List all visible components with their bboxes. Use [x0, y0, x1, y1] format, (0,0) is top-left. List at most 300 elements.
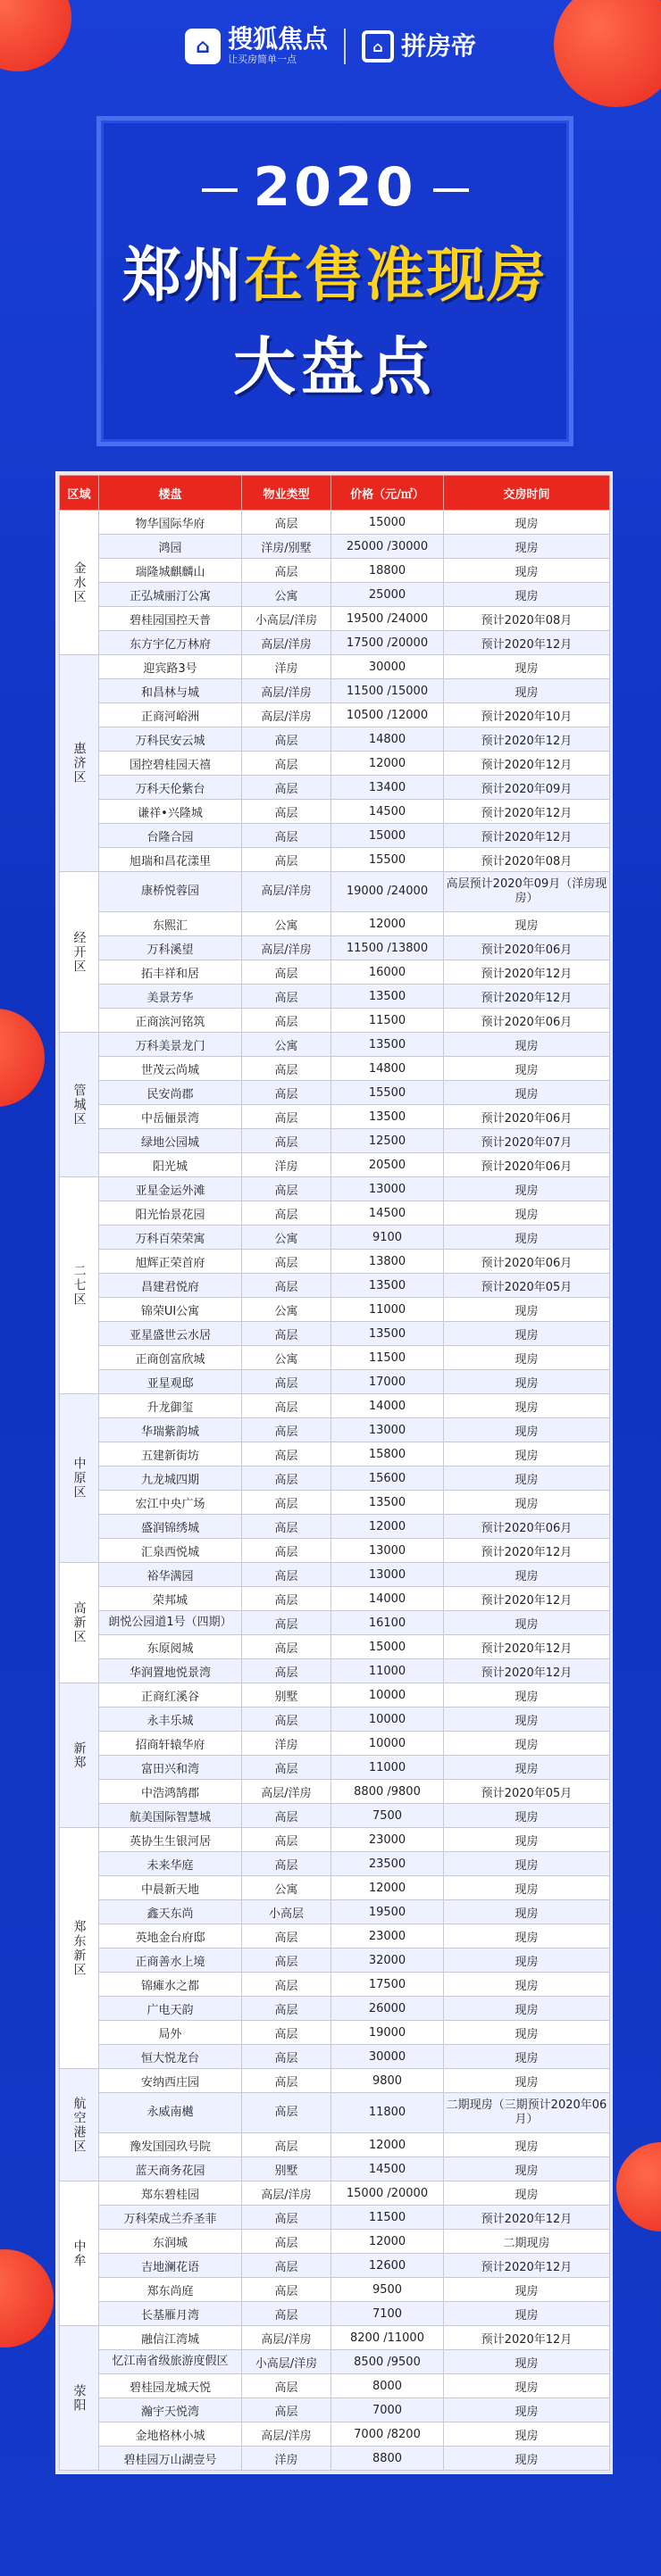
property-type-cell: 高层 [242, 800, 331, 824]
price-cell: 17500 /20000 [331, 631, 444, 655]
price-cell: 13000 [331, 1539, 444, 1563]
district-cell: 惠济区 [60, 655, 99, 872]
property-name-cell: 中浩鸿鹄郡 [99, 1780, 242, 1804]
property-name-cell: 康桥悦蓉园 [99, 872, 242, 912]
property-type-cell: 高层/洋房 [242, 936, 331, 960]
property-name-cell: 朗悦公园道1号（四期） [99, 1611, 242, 1635]
property-type-cell: 高层 [242, 824, 331, 848]
property-type-cell: 公寓 [242, 1033, 331, 1057]
table-row [60, 1105, 610, 1129]
delivery-cell: 预计2020年12月 [444, 631, 610, 655]
district-cell: 中牟 [60, 2181, 99, 2326]
price-cell: 12000 [331, 752, 444, 776]
delivery-cell: 现房 [444, 2021, 610, 2045]
property-type-cell: 洋房 [242, 655, 331, 679]
delivery-cell: 预计2020年07月 [444, 1129, 610, 1153]
property-type-cell: 高层 [242, 1852, 331, 1876]
property-name-cell: 台隆合园 [99, 824, 242, 848]
delivery-cell: 现房 [444, 1442, 610, 1467]
delivery-cell: 现房 [444, 1322, 610, 1346]
property-type-cell: 高层 [242, 1587, 331, 1611]
property-name-cell: 安纳西庄园 [99, 2069, 242, 2093]
delivery-cell: 现房 [444, 535, 610, 559]
header-district: 区域 [60, 476, 99, 511]
property-name-cell: 招商轩辕华府 [99, 1732, 242, 1756]
table-row [60, 2350, 610, 2374]
district-cell: 经开区 [60, 872, 99, 1033]
property-type-cell: 高层 [242, 1105, 331, 1129]
property-type-cell: 高层 [242, 2069, 331, 2093]
table-row [60, 1177, 610, 1201]
table-row [60, 1924, 610, 1949]
property-name-cell: 万科溪望 [99, 936, 242, 960]
delivery-cell: 现房 [444, 912, 610, 936]
price-cell: 11800 [331, 2093, 444, 2133]
table-row [60, 936, 610, 960]
price-cell: 9500 [331, 2278, 444, 2302]
delivery-cell: 预计2020年12月 [444, 2206, 610, 2230]
property-type-cell: 高层 [242, 1081, 331, 1105]
table-row [60, 1732, 610, 1756]
delivery-cell: 预计2020年12月 [444, 2326, 610, 2350]
property-type-cell: 高层 [242, 2021, 331, 2045]
title-highlight: 在售准现房 [244, 241, 548, 310]
property-type-cell: 高层 [242, 985, 331, 1009]
price-cell: 12000 [331, 2133, 444, 2157]
property-name-cell: 荣邦城 [99, 1587, 242, 1611]
property-type-cell: 高层 [242, 1563, 331, 1587]
delivery-cell: 预计2020年12月 [444, 1659, 610, 1683]
table-row [60, 1515, 610, 1539]
property-name-cell: 长基雁月湾 [99, 2302, 242, 2326]
price-cell: 15800 [331, 1442, 444, 1467]
property-name-cell: 东润城 [99, 2230, 242, 2254]
table-row [60, 848, 610, 872]
property-name-cell: 昌建君悦府 [99, 1274, 242, 1298]
property-type-cell: 高层 [242, 1491, 331, 1515]
property-name-cell: 华润置地悦景湾 [99, 1659, 242, 1683]
price-cell: 23000 [331, 1828, 444, 1852]
property-name-cell: 物华国际华府 [99, 511, 242, 535]
table-row [60, 655, 610, 679]
delivery-cell: 现房 [444, 2447, 610, 2471]
property-name-cell: 华瑞紫韵城 [99, 1418, 242, 1442]
delivery-cell: 现房 [444, 2350, 610, 2374]
table-header-row [60, 476, 610, 511]
property-name-cell: 正商滨河铭筑 [99, 1009, 242, 1033]
title-frame [96, 116, 573, 446]
table-row [60, 752, 610, 776]
price-cell: 30000 [331, 2045, 444, 2069]
price-cell: 19000 [331, 2021, 444, 2045]
delivery-cell: 现房 [444, 1491, 610, 1515]
delivery-cell: 预计2020年12月 [444, 752, 610, 776]
price-cell: 25000 [331, 583, 444, 607]
property-name-cell: 万科百荣荣寓 [99, 1226, 242, 1250]
table-row [60, 1900, 610, 1924]
delivery-cell: 现房 [444, 1467, 610, 1491]
table-row [60, 1635, 610, 1659]
property-name-cell: 航美国际智慧城 [99, 1804, 242, 1828]
delivery-cell: 现房 [444, 1924, 610, 1949]
delivery-cell: 现房 [444, 1852, 610, 1876]
property-type-cell: 高层 [242, 1973, 331, 1997]
delivery-cell: 现房 [444, 1418, 610, 1442]
property-type-cell: 高层 [242, 1708, 331, 1732]
table-row [60, 1081, 610, 1105]
property-name-cell: 迎宾路3号 [99, 655, 242, 679]
property-type-cell: 高层/洋房 [242, 631, 331, 655]
table-row [60, 1467, 610, 1491]
property-name-cell: 谦祥•兴隆城 [99, 800, 242, 824]
property-type-cell: 高层 [242, 2302, 331, 2326]
property-name-cell: 亚星盛世云水居 [99, 1322, 242, 1346]
property-type-cell: 高层 [242, 1370, 331, 1394]
delivery-cell: 现房 [444, 583, 610, 607]
delivery-cell: 现房 [444, 1876, 610, 1900]
header-delivery: 交房时间 [444, 476, 610, 511]
property-type-cell: 高层 [242, 1129, 331, 1153]
delivery-cell: 预计2020年12月 [444, 1635, 610, 1659]
table-row [60, 1442, 610, 1467]
property-type-cell: 别墅 [242, 2157, 331, 2181]
table-row [60, 960, 610, 985]
delivery-cell: 预计2020年12月 [444, 824, 610, 848]
delivery-cell: 现房 [444, 1949, 610, 1973]
price-cell: 10000 [331, 1732, 444, 1756]
table-row [60, 583, 610, 607]
table-row [60, 1226, 610, 1250]
table-row [60, 2206, 610, 2230]
delivery-cell: 现房 [444, 2181, 610, 2206]
price-cell: 25000 /30000 [331, 535, 444, 559]
property-name-cell: 郑东碧桂园 [99, 2181, 242, 2206]
property-type-cell: 洋房 [242, 1732, 331, 1756]
property-name-cell: 裕华满园 [99, 1563, 242, 1587]
property-name-cell: 未来华庭 [99, 1852, 242, 1876]
delivery-cell: 现房 [444, 1732, 610, 1756]
table-row [60, 727, 610, 752]
table-row [60, 1346, 610, 1370]
district-cell: 新郑 [60, 1683, 99, 1828]
logo1-sub: 让买房简单一点 [227, 54, 297, 65]
price-cell: 11000 [331, 1298, 444, 1322]
price-cell: 12000 [331, 2230, 444, 2254]
pinfangdi-house-icon: ⌂ [362, 30, 394, 62]
price-cell: 8800 /9800 [331, 1780, 444, 1804]
price-cell: 26000 [331, 1997, 444, 2021]
delivery-cell: 预计2020年09月 [444, 776, 610, 800]
property-type-cell: 公寓 [242, 1298, 331, 1322]
property-name-cell: 东方宇亿万林府 [99, 631, 242, 655]
property-name-cell: 鸿园 [99, 535, 242, 559]
property-type-cell: 高层 [242, 1322, 331, 1346]
price-cell: 11000 [331, 1756, 444, 1780]
property-name-cell: 英地金台府邸 [99, 1924, 242, 1949]
property-name-cell: 万科民安云城 [99, 727, 242, 752]
district-cell: 金水区 [60, 511, 99, 655]
property-name-cell: 万科天伦紫台 [99, 776, 242, 800]
delivery-cell: 现房 [444, 1346, 610, 1370]
price-cell: 17000 [331, 1370, 444, 1394]
property-type-cell: 高层 [242, 1828, 331, 1852]
property-type-cell: 高层 [242, 1009, 331, 1033]
table-row [60, 703, 610, 727]
price-cell: 8800 [331, 2447, 444, 2471]
property-name-cell: 五建新街坊 [99, 1442, 242, 1467]
table-row [60, 2133, 610, 2157]
delivery-cell: 现房 [444, 1081, 610, 1105]
property-name-cell: 碧桂园龙城天悦 [99, 2374, 242, 2398]
price-cell: 10000 [331, 1683, 444, 1708]
table-row [60, 1298, 610, 1322]
delivery-cell: 预计2020年08月 [444, 607, 610, 631]
table-row [60, 1587, 610, 1611]
property-name-cell: 吉地澜花语 [99, 2254, 242, 2278]
property-name-cell: 锦瘫水之都 [99, 1973, 242, 1997]
delivery-cell: 现房 [444, 1611, 610, 1635]
price-cell: 13400 [331, 776, 444, 800]
property-name-cell: 万科荣成兰乔圣菲 [99, 2206, 242, 2230]
table-row [60, 1394, 610, 1418]
property-name-cell: 正商红溪谷 [99, 1683, 242, 1708]
delivery-cell: 预计2020年06月 [444, 1515, 610, 1539]
delivery-cell: 二期现房 [444, 2230, 610, 2254]
table-row [60, 1201, 610, 1226]
property-table-container [55, 471, 613, 2474]
property-type-cell: 高层 [242, 1997, 331, 2021]
property-type-cell: 高层 [242, 1515, 331, 1539]
property-type-cell: 高层/洋房 [242, 703, 331, 727]
price-cell: 14000 [331, 1394, 444, 1418]
property-name-cell: 碧桂园国控天普 [99, 607, 242, 631]
property-type-cell: 高层/洋房 [242, 872, 331, 912]
table-row [60, 511, 610, 535]
price-cell: 11000 [331, 1659, 444, 1683]
delivery-cell: 预计2020年12月 [444, 985, 610, 1009]
price-cell: 17500 [331, 1973, 444, 1997]
property-type-cell: 洋房/别墅 [242, 535, 331, 559]
price-cell: 13500 [331, 1274, 444, 1298]
price-cell: 11500 /15000 [331, 679, 444, 703]
property-type-cell: 高层 [242, 2045, 331, 2069]
price-cell: 15000 [331, 824, 444, 848]
district-cell: 荥阳 [60, 2326, 99, 2471]
table-row [60, 2374, 610, 2398]
table-row [60, 1009, 610, 1033]
price-cell: 20500 [331, 1153, 444, 1177]
table-row [60, 1611, 610, 1635]
property-name-cell: 民安尚郡 [99, 1081, 242, 1105]
property-type-cell: 高层 [242, 1467, 331, 1491]
table-row [60, 2302, 610, 2326]
delivery-cell: 预计2020年06月 [444, 1009, 610, 1033]
table-row [60, 607, 610, 631]
table-row [60, 2021, 610, 2045]
price-cell: 8000 [331, 2374, 444, 2398]
price-cell: 23000 [331, 1924, 444, 1949]
delivery-cell: 高层预计2020年09月（洋房现房） [444, 872, 610, 912]
property-name-cell: 锦荣UI公寓 [99, 1298, 242, 1322]
table-row [60, 800, 610, 824]
property-type-cell: 高层 [242, 1804, 331, 1828]
price-cell: 15000 [331, 1635, 444, 1659]
table-row [60, 2157, 610, 2181]
property-type-cell: 别墅 [242, 1683, 331, 1708]
delivery-cell: 预计2020年06月 [444, 1105, 610, 1129]
table-row [60, 679, 610, 703]
logo1-name: 搜狐焦点 [227, 24, 328, 54]
table-row [60, 2422, 610, 2447]
property-type-cell: 高层 [242, 960, 331, 985]
property-name-cell: 碧桂园万山湖壹号 [99, 2447, 242, 2471]
property-name-cell: 中晨新天地 [99, 1876, 242, 1900]
header-price: 价格（元/㎡） [331, 476, 444, 511]
property-type-cell: 高层 [242, 511, 331, 535]
property-type-cell: 洋房 [242, 2447, 331, 2471]
logo2-name: 拼房帝 [401, 31, 477, 61]
pinfangdi-logo [362, 30, 476, 62]
table-row [60, 985, 610, 1009]
table-row [60, 1997, 610, 2021]
table-row [60, 2045, 610, 2069]
property-type-cell: 高层 [242, 1949, 331, 1973]
property-type-cell: 高层 [242, 727, 331, 752]
table-row [60, 1708, 610, 1732]
price-cell: 13500 [331, 1322, 444, 1346]
delivery-cell: 预计2020年06月 [444, 1250, 610, 1274]
price-cell: 30000 [331, 655, 444, 679]
table-row [60, 1756, 610, 1780]
price-cell: 15500 [331, 848, 444, 872]
property-type-cell: 高层/洋房 [242, 679, 331, 703]
delivery-cell: 现房 [444, 511, 610, 535]
price-cell: 19500 [331, 1900, 444, 1924]
property-type-cell: 小高层/洋房 [242, 607, 331, 631]
property-name-cell: 恒大悦龙台 [99, 2045, 242, 2069]
price-cell: 12000 [331, 1515, 444, 1539]
delivery-cell: 现房 [444, 1298, 610, 1322]
property-type-cell: 高层 [242, 752, 331, 776]
property-name-cell: 正商善水上境 [99, 1949, 242, 1973]
title-year [101, 156, 569, 219]
delivery-cell: 现房 [444, 1804, 610, 1828]
district-cell: 二七区 [60, 1177, 99, 1394]
delivery-cell: 预计2020年10月 [444, 703, 610, 727]
price-cell: 15000 [331, 511, 444, 535]
property-type-cell: 高层 [242, 1756, 331, 1780]
title-main [101, 228, 569, 312]
table-row [60, 1539, 610, 1563]
table-row [60, 1828, 610, 1852]
table-row [60, 559, 610, 583]
delivery-cell: 现房 [444, 2302, 610, 2326]
price-cell: 16000 [331, 960, 444, 985]
property-name-cell: 忆江南省级旅游度假区 [99, 2350, 242, 2374]
price-cell: 32000 [331, 1949, 444, 1973]
property-name-cell: 国控碧桂园天禧 [99, 752, 242, 776]
delivery-cell: 现房 [444, 1708, 610, 1732]
table-row [60, 1876, 610, 1900]
sohu-logo-text [227, 24, 328, 66]
property-name-cell: 正商河峪洲 [99, 703, 242, 727]
price-cell: 7100 [331, 2302, 444, 2326]
delivery-cell: 现房 [444, 1973, 610, 1997]
delivery-cell: 现房 [444, 1900, 610, 1924]
property-type-cell: 高层/洋房 [242, 2326, 331, 2350]
property-type-cell: 公寓 [242, 1876, 331, 1900]
table-row [60, 1033, 610, 1057]
property-name-cell: 广电天韵 [99, 1997, 242, 2021]
property-type-cell: 高层 [242, 1635, 331, 1659]
delivery-cell: 预计2020年12月 [444, 727, 610, 752]
delivery-cell: 现房 [444, 2045, 610, 2069]
title-prefix: 郑州 [122, 241, 244, 310]
delivery-cell: 预计2020年12月 [444, 960, 610, 985]
property-type-cell: 高层 [242, 1201, 331, 1226]
table-row [60, 1322, 610, 1346]
property-type-cell: 高层 [242, 1924, 331, 1949]
property-type-cell: 高层 [242, 848, 331, 872]
property-name-cell: 亚星金运外滩 [99, 1177, 242, 1201]
price-cell: 11500 [331, 1346, 444, 1370]
delivery-cell: 预计2020年12月 [444, 1587, 610, 1611]
delivery-cell: 预计2020年08月 [444, 848, 610, 872]
property-name-cell: 瀚宇天悦湾 [99, 2398, 242, 2422]
table-row [60, 872, 610, 912]
property-type-cell: 高层 [242, 776, 331, 800]
price-cell: 13000 [331, 1418, 444, 1442]
title-subtitle: 大盘点 [233, 330, 437, 403]
table-row [60, 1973, 610, 1997]
property-type-cell: 高层 [242, 1250, 331, 1274]
property-name-cell: 拓丰祥和居 [99, 960, 242, 985]
table-row [60, 2093, 610, 2133]
logo-divider [344, 29, 346, 64]
delivery-cell: 现房 [444, 2398, 610, 2422]
price-cell: 11500 [331, 1009, 444, 1033]
property-name-cell: 美景芳华 [99, 985, 242, 1009]
property-type-cell: 高层 [242, 1539, 331, 1563]
property-name-cell: 金地格林小城 [99, 2422, 242, 2447]
price-cell: 7000 /8200 [331, 2422, 444, 2447]
property-name-cell: 宏江中央广场 [99, 1491, 242, 1515]
table-row [60, 2326, 610, 2350]
sohu-house-icon: ⌂ [185, 29, 221, 64]
price-cell: 19000 /24000 [331, 872, 444, 912]
district-cell: 中原区 [60, 1394, 99, 1563]
property-name-cell: 汇泉西悦城 [99, 1539, 242, 1563]
delivery-cell: 现房 [444, 1997, 610, 2021]
property-name-cell: 郑东尚庭 [99, 2278, 242, 2302]
delivery-cell: 现房 [444, 1177, 610, 1201]
delivery-cell: 现房 [444, 1756, 610, 1780]
price-cell: 14500 [331, 800, 444, 824]
price-cell: 13500 [331, 985, 444, 1009]
property-type-cell: 高层 [242, 1177, 331, 1201]
table-row [60, 1274, 610, 1298]
property-type-cell: 高层 [242, 1274, 331, 1298]
delivery-cell: 现房 [444, 1683, 610, 1708]
property-type-cell: 公寓 [242, 912, 331, 936]
price-cell: 13000 [331, 1563, 444, 1587]
price-cell: 12000 [331, 912, 444, 936]
property-name-cell: 阳光城 [99, 1153, 242, 1177]
table-row [60, 776, 610, 800]
price-cell: 9800 [331, 2069, 444, 2093]
delivery-cell: 现房 [444, 1226, 610, 1250]
price-cell: 14000 [331, 1587, 444, 1611]
